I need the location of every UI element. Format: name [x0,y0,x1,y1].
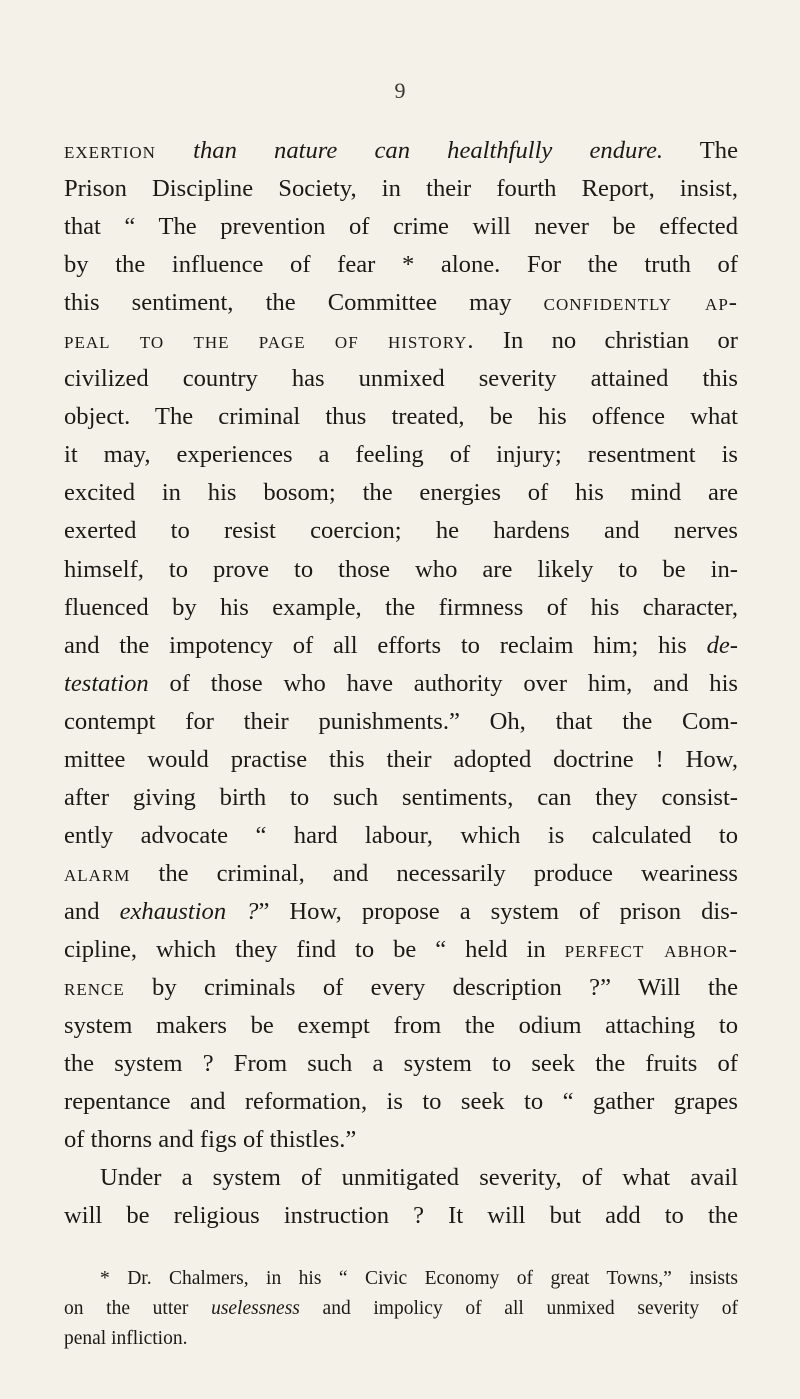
text-line: Prison Discipline Society, in their fourth Report, insist, [64,175,738,203]
text-line: this sentiment, the Committee may confidently ap- [64,289,738,317]
text-line: after giving birth to such sentiments, can they consist- [64,783,738,811]
footnote-line: * Dr. Chalmers, in his “ Civic Economy of great Towns,” insists [100,1268,738,1289]
text-line: Under a system of unmitigated severity, of what avail [100,1164,738,1192]
footnote-line: on the utter uselessness and impolicy of all unmixed severity of [64,1298,738,1319]
text-line: system makers be exempt from the odium attaching to [64,1012,738,1040]
text-line: rence by criminals of every description ?” Will the [64,974,738,1002]
text-line: and the impotency of all efforts to reclaim him; his de- [64,631,738,659]
text-line: repentance and reformation, is to seek to “ gather grapes [64,1088,738,1116]
text-line: exerted to resist coercion; he hardens and nerves [64,517,738,545]
text-line: ently advocate “ hard labour, which is calculated to [64,821,738,849]
footnote [64,1264,738,1354]
text-line: excited in his bosom; the energies of his mind are [64,479,738,507]
footnote-line: penal infliction. [64,1328,188,1349]
text-line: cipline, which they find to be “ held in perfect abhor- [64,935,739,963]
page-number: 9 [394,78,406,103]
text-line: peal to the page of history. In no christian or [64,327,738,355]
text-line: by the influence of fear * alone. For the truth of [64,251,738,279]
text-line: contempt for their punishments.” Oh, that the Com- [64,707,738,735]
text-line: himself, to prove to those who are likely to be in- [64,555,738,583]
text-line: the system ? From such a system to seek the fruits of [64,1050,738,1078]
text-line: of thorns and figs of thistles.” [64,1126,357,1154]
text-line: object. The criminal thus treated, be his offence what [64,403,738,431]
text-line: and exhaustion ?” How, propose a system of prison dis- [64,897,738,925]
text-line: that “ The prevention of crime will never be effected [64,213,738,241]
text-line: civilized country has unmixed severity attained this [64,365,738,393]
text-line: will be religious instruction ? It will but add to the [64,1202,738,1230]
text-line: mittee would practise this their adopted doctrine ! How, [64,745,738,773]
text-line: alarm the criminal, and necessarily produce weariness [64,859,738,887]
text-line: exertion than nature can healthfully endure. The [64,137,738,164]
text-line: it may, experiences a feeling of injury; resentment is [64,441,738,469]
body-text [64,132,738,1235]
text-line: fluenced by his example, the firmness of his character, [64,593,738,621]
text-line: testation of those who have authority over him, and his [64,669,738,697]
